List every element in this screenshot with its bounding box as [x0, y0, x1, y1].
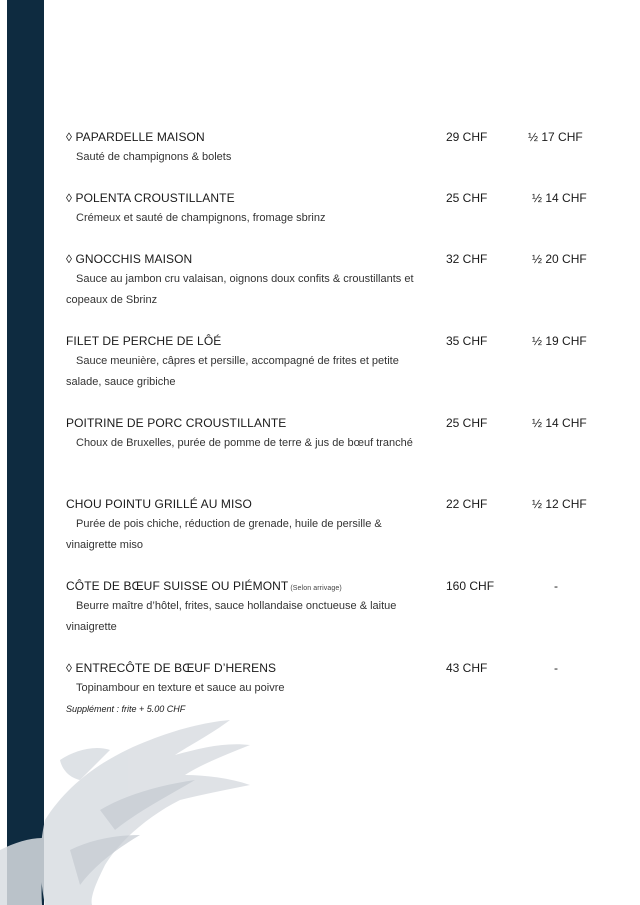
dish-half-price: ½ 19 CHF [532, 334, 587, 348]
menu-item [66, 576, 596, 638]
dish-description: Sauce meunière, câpres et persille, accompagné de frites et petite salade, sauce gribiche [66, 355, 399, 388]
dish-half-price: ½ 20 CHF [532, 252, 587, 266]
supplement-note: Supplément : frite + 5.00 CHF [66, 704, 186, 714]
dish-price: 35 CHF [446, 334, 488, 348]
menu-item [66, 658, 596, 699]
menu-item [66, 127, 596, 168]
dish-description: Crémeux et sauté de champignons, fromage sbrinz [76, 212, 326, 224]
dish-price: 32 CHF [446, 252, 488, 266]
dish-description: Sauté de champignons & bolets [76, 151, 232, 163]
dish-name: CHOU POINTU GRILLÉ AU MISO [66, 497, 252, 511]
dish-name: CÔTE DE BŒUF SUISSE OU PIÉMONT (Selon arrivage) [66, 579, 342, 593]
menu-item [66, 494, 596, 556]
dish-price: 25 CHF [446, 416, 488, 430]
dish-half-price: ½ 14 CHF [532, 191, 587, 205]
menu-item [66, 249, 596, 311]
dish-price: 22 CHF [446, 497, 488, 511]
dish-description: Sauce au jambon cru valaisan, oignons doux confits & croustillants et copeaux de Sbrinz [66, 273, 414, 306]
dish-description: Beurre maître d’hôtel, frites, sauce hollandaise onctueuse & laitue vinaigrette [66, 600, 397, 633]
menu-item [66, 413, 596, 454]
dish-price: 29 CHF [446, 130, 488, 144]
dish-name: ◊ POLENTA CROUSTILLANTE [66, 191, 235, 205]
dish-name: FILET DE PERCHE DE LÔÉ [66, 334, 222, 348]
dish-half-price: ½ 17 CHF [528, 130, 583, 144]
dish-name: ◊ GNOCCHIS MAISON [66, 252, 193, 266]
bird-illustration-icon [0, 700, 300, 905]
dish-note: (Selon arrivage) [290, 585, 342, 592]
dish-half-price: - [554, 661, 558, 675]
dish-name: ◊ ENTRECÔTE DE BŒUF D’HERENS [66, 661, 277, 675]
dish-half-price: - [554, 579, 558, 593]
dish-description: Topinambour en texture et sauce au poivre [76, 682, 285, 694]
dish-price: 25 CHF [446, 191, 488, 205]
menu-item [66, 188, 596, 229]
dish-description: Choux de Bruxelles, purée de pomme de terre & jus de bœuf tranché [76, 437, 413, 449]
supplement-note-wrap [66, 705, 596, 714]
dish-description: Purée de pois chiche, réduction de grenade, huile de persille & vinaigrette miso [66, 518, 382, 551]
dish-name: ◊ PAPARDELLE MAISON [66, 130, 205, 144]
dish-price: 43 CHF [446, 661, 488, 675]
menu-item [66, 331, 596, 393]
dish-name: POITRINE DE PORC CROUSTILLANTE [66, 416, 287, 430]
dish-half-price: ½ 14 CHF [532, 416, 587, 430]
dish-price: 160 CHF [446, 579, 495, 593]
dish-half-price: ½ 12 CHF [532, 497, 587, 511]
